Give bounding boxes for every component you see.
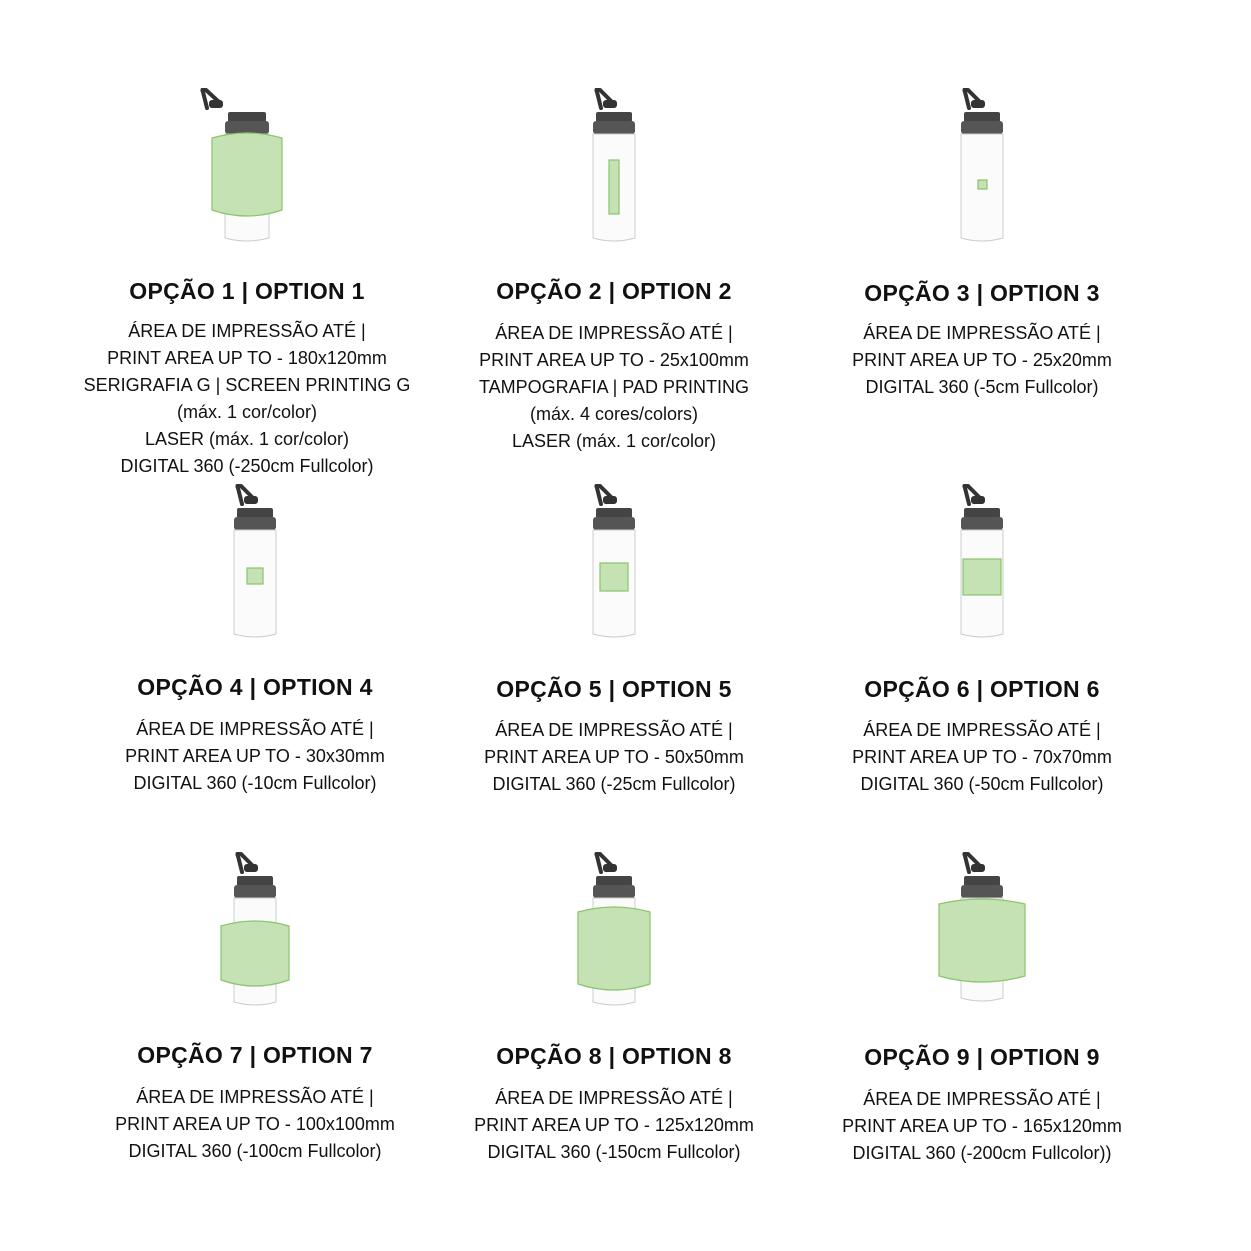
description-line: ÁREA DE IMPRESSÃO ATÉ | bbox=[136, 719, 374, 739]
description-line: SERIGRAFIA G | SCREEN PRINTING G bbox=[83, 375, 411, 395]
description-line: PRINT AREA UP TO - 50x50mm bbox=[484, 747, 744, 767]
description-line: DIGITAL 360 (-150cm Fullcolor) bbox=[487, 1142, 741, 1162]
option-description bbox=[65, 1084, 445, 1165]
description-line: PRINT AREA UP TO - 25x20mm bbox=[852, 350, 1112, 370]
description-line: PRINT AREA UP TO - 165x120mm bbox=[842, 1116, 1122, 1136]
option-description bbox=[792, 717, 1172, 798]
description-line: TAMPOGRAFIA | PAD PRINTING bbox=[478, 377, 750, 397]
bottle-square-50-icon bbox=[554, 484, 674, 644]
description-line: DIGITAL 360 (-50cm Fullcolor) bbox=[860, 774, 1104, 794]
option-title: OPÇÃO 3 | OPTION 3 bbox=[864, 280, 1100, 306]
description-line: PRINT AREA UP TO - 25x100mm bbox=[479, 350, 749, 370]
description-line: LASER (máx. 1 cor/color) bbox=[511, 431, 717, 451]
description-line: PRINT AREA UP TO - 125x120mm bbox=[474, 1115, 754, 1135]
option-6 bbox=[792, 484, 1172, 814]
option-description bbox=[792, 1086, 1172, 1167]
description-line: DIGITAL 360 (-10cm Fullcolor) bbox=[133, 773, 377, 793]
description-line: PRINT AREA UP TO - 30x30mm bbox=[125, 746, 385, 766]
description-line: (máx. 1 cor/color) bbox=[176, 402, 318, 422]
description-line: DIGITAL 360 (-25cm Fullcolor) bbox=[492, 774, 736, 794]
option-title: OPÇÃO 4 | OPTION 4 bbox=[137, 674, 373, 700]
description-line: DIGITAL 360 (-250cm Fullcolor) bbox=[120, 456, 374, 476]
option-7 bbox=[65, 852, 445, 1172]
description-line: ÁREA DE IMPRESSÃO ATÉ | bbox=[863, 323, 1101, 343]
description-line: DIGITAL 360 (-200cm Fullcolor)) bbox=[852, 1143, 1112, 1163]
description-line: ÁREA DE IMPRESSÃO ATÉ | bbox=[128, 321, 366, 341]
description-line: DIGITAL 360 (-5cm Fullcolor) bbox=[865, 377, 1099, 397]
bottle-small-square-icon bbox=[922, 88, 1042, 248]
bottle-wrap-band-125-icon bbox=[554, 852, 674, 1012]
option-4 bbox=[65, 484, 445, 814]
bottle-vertical-strip-icon bbox=[554, 88, 674, 248]
option-description bbox=[424, 717, 804, 798]
option-title: OPÇÃO 5 | OPTION 5 bbox=[496, 676, 732, 702]
option-5 bbox=[424, 484, 804, 814]
bottle-wrap-band-165-icon bbox=[922, 852, 1042, 1012]
description-line: PRINT AREA UP TO - 70x70mm bbox=[852, 747, 1112, 767]
option-title: OPÇÃO 8 | OPTION 8 bbox=[496, 1043, 732, 1069]
description-line: ÁREA DE IMPRESSÃO ATÉ | bbox=[136, 1087, 374, 1107]
option-title: OPÇÃO 6 | OPTION 6 bbox=[864, 676, 1100, 702]
bottle-wrap-band-icon bbox=[187, 88, 307, 248]
description-line: DIGITAL 360 (-100cm Fullcolor) bbox=[128, 1141, 382, 1161]
option-description bbox=[792, 320, 1172, 401]
description-line: PRINT AREA UP TO - 100x100mm bbox=[115, 1114, 395, 1134]
option-description bbox=[424, 320, 804, 455]
description-line: ÁREA DE IMPRESSÃO ATÉ | bbox=[863, 720, 1101, 740]
option-title: OPÇÃO 9 | OPTION 9 bbox=[864, 1044, 1100, 1070]
option-2 bbox=[424, 88, 804, 480]
option-3 bbox=[792, 88, 1172, 480]
option-title: OPÇÃO 2 | OPTION 2 bbox=[496, 278, 732, 304]
bottle-square-30-icon bbox=[195, 484, 315, 644]
description-line: ÁREA DE IMPRESSÃO ATÉ | bbox=[495, 1088, 733, 1108]
option-title: OPÇÃO 1 | OPTION 1 bbox=[129, 278, 365, 304]
option-8 bbox=[424, 852, 804, 1172]
description-line: ÁREA DE IMPRESSÃO ATÉ | bbox=[495, 323, 733, 343]
option-1 bbox=[57, 88, 437, 480]
description-line: ÁREA DE IMPRESSÃO ATÉ | bbox=[495, 720, 733, 740]
option-title: OPÇÃO 7 | OPTION 7 bbox=[137, 1042, 373, 1068]
description-line: LASER (máx. 1 cor/color) bbox=[144, 429, 350, 449]
bottle-wrap-band-100-icon bbox=[195, 852, 315, 1012]
option-description bbox=[65, 716, 445, 797]
description-line: PRINT AREA UP TO - 180x120mm bbox=[107, 348, 387, 368]
bottle-square-70-icon bbox=[922, 484, 1042, 644]
option-9 bbox=[792, 852, 1172, 1172]
description-line: ÁREA DE IMPRESSÃO ATÉ | bbox=[863, 1089, 1101, 1109]
option-description bbox=[424, 1085, 804, 1166]
option-description bbox=[57, 318, 437, 480]
description-line: (máx. 4 cores/colors) bbox=[529, 404, 699, 424]
